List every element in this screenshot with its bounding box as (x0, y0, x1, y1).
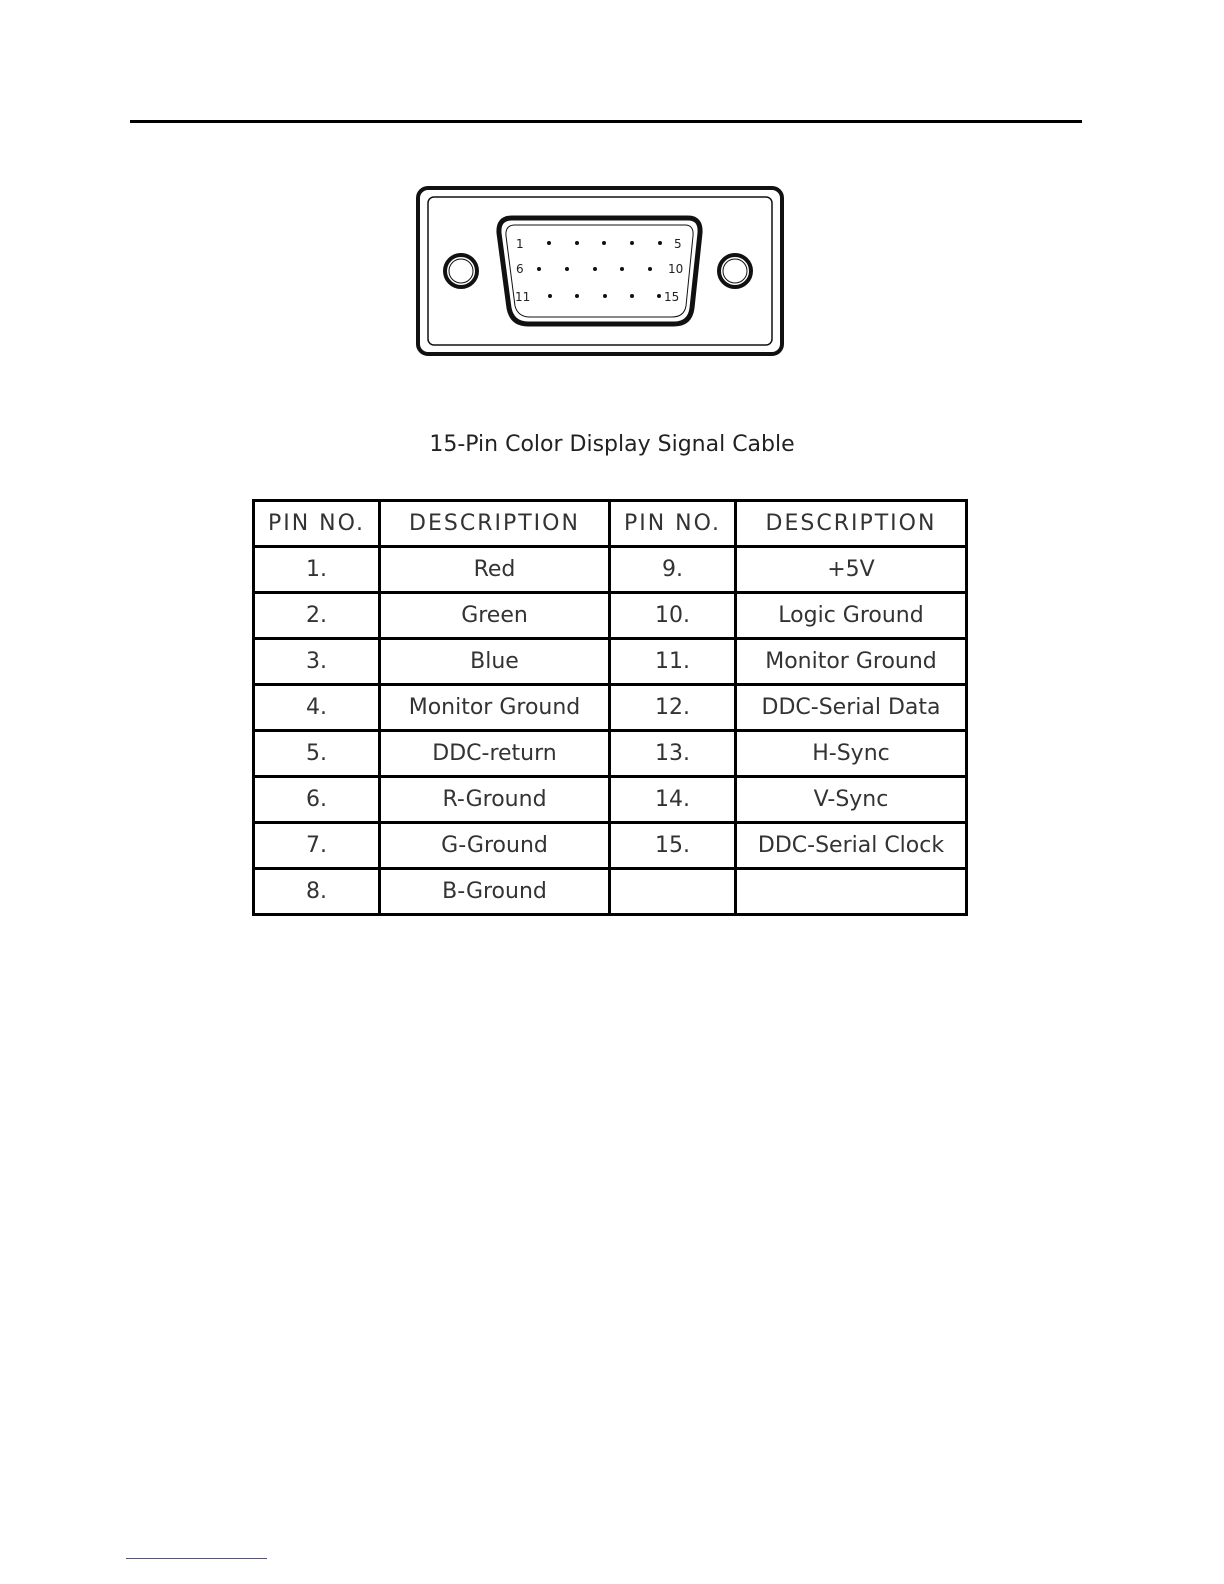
pin-number-cell: 12. (610, 685, 736, 731)
pin-description-cell (736, 869, 967, 915)
table-header-row (254, 501, 967, 547)
figure-caption: 15-Pin Color Display Signal Cable (429, 432, 795, 457)
header-pin-no: PIN NO. (254, 501, 380, 547)
pin-description-cell: Blue (380, 639, 610, 685)
pin-description-cell: Green (380, 593, 610, 639)
pin-description-cell: Logic Ground (736, 593, 967, 639)
footnote-rule (126, 1558, 267, 1559)
pin-label-1: 1 (516, 237, 524, 251)
pin-description-cell: DDC-Serial Data (736, 685, 967, 731)
right-screw-hole (719, 255, 751, 287)
table-row (254, 547, 967, 593)
pin-assignment-table (252, 499, 968, 916)
pin-dot (548, 294, 552, 298)
pin-dot (575, 241, 579, 245)
top-rule (130, 120, 1082, 123)
pin-number-cell: 4. (254, 685, 380, 731)
pin-description-cell: DDC-Serial Clock (736, 823, 967, 869)
pin-number-cell: 11. (610, 639, 736, 685)
table-row (254, 869, 967, 915)
table-row (254, 731, 967, 777)
pin-dot (657, 294, 661, 298)
pin-description-cell: R-Ground (380, 777, 610, 823)
pin-description-cell: Monitor Ground (380, 685, 610, 731)
pin-number-cell: 15. (610, 823, 736, 869)
pin-description-cell: G-Ground (380, 823, 610, 869)
pin-label-10: 10 (668, 262, 684, 276)
pin-dot (537, 267, 541, 271)
pin-label-5: 5 (674, 237, 682, 251)
pin-number-cell: 13. (610, 731, 736, 777)
pin-description-cell: B-Ground (380, 869, 610, 915)
pin-dot (620, 267, 624, 271)
pin-number-cell: 3. (254, 639, 380, 685)
header-description: DESCRIPTION (736, 501, 967, 547)
table-row (254, 777, 967, 823)
table-row (254, 823, 967, 869)
pin-number-cell: 8. (254, 869, 380, 915)
pin-number-cell (610, 869, 736, 915)
pin-dot (630, 241, 634, 245)
table-row (254, 685, 967, 731)
pin-label-6: 6 (516, 262, 524, 276)
pin-number-cell: 10. (610, 593, 736, 639)
pin-description-cell: Monitor Ground (736, 639, 967, 685)
left-screw-hole (445, 255, 477, 287)
pin-number-cell: 9. (610, 547, 736, 593)
pin-number-cell: 14. (610, 777, 736, 823)
pin-description-cell: Red (380, 547, 610, 593)
pin-dot (603, 294, 607, 298)
pin-description-cell: H-Sync (736, 731, 967, 777)
pin-number-cell: 6. (254, 777, 380, 823)
pin-description-cell: V-Sync (736, 777, 967, 823)
pin-dot (547, 241, 551, 245)
pin-dot (565, 267, 569, 271)
pin-dot (630, 294, 634, 298)
pin-number-cell: 1. (254, 547, 380, 593)
pin-description-cell: DDC-return (380, 731, 610, 777)
pin-label-11: 11 (515, 290, 531, 304)
pin-dot (602, 241, 606, 245)
pin-label-15: 15 (664, 290, 680, 304)
pin-number-cell: 5. (254, 731, 380, 777)
table-row (254, 639, 967, 685)
vga-connector-diagram (408, 178, 794, 368)
pin-number-cell: 2. (254, 593, 380, 639)
table-row (254, 593, 967, 639)
pin-number-cell: 7. (254, 823, 380, 869)
header-description: DESCRIPTION (380, 501, 610, 547)
pin-dot (593, 267, 597, 271)
pin-dot (658, 241, 662, 245)
pin-dot (648, 267, 652, 271)
pin-description-cell: +5V (736, 547, 967, 593)
pin-dot (575, 294, 579, 298)
header-pin-no: PIN NO. (610, 501, 736, 547)
